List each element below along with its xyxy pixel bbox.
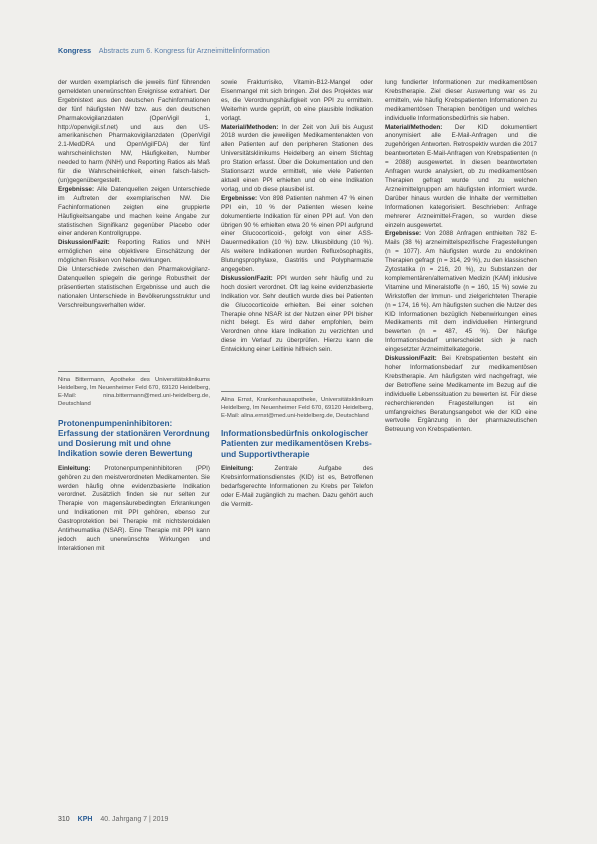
header-subtitle: Abstracts zum 6. Kongress für Arzneimittelinformation	[98, 46, 270, 55]
paragraph-text: Von 898 Patienten nahmen 47 % einen PPI ein, 10 % der Patienten wiesen keine dokumentierte Indikation für einen PPI auf. Von den übrigen 90 % erhielten etwa 20 % einen PPI aufgrund einer Glucocorticoid-, gefolgt von einer ASS-Dauermedikation (10 %) bzw. Ulkusbildung (10 %). Als weitere Indikationen wurden Refluxösophagitis, Blutungsprophylaxe, Gastritis und Polypharmazie angegeben.	[221, 194, 373, 274]
page-footer	[58, 816, 168, 823]
paragraph	[385, 230, 537, 355]
paragraph: lung fundierter Informationen zur medikamentösen Krebstherapie. Ziel dieser Auswertung war es zu ermitteln, wie häufig Krebspatienten Informationen zu medikamentösen Therapien benötigen und welches individuelle Informationsbedürfnis sie haben.	[385, 79, 537, 122]
author-affiliation: Alina Ernst, Krankenhausapotheke, Universitätsklinikum Heidelberg, Im Neuenheimer Feld 670, 69120 Heidelberg, E-Mail: alina.ernst@med.uni-heidelberg.de, Deutschland	[221, 397, 373, 420]
paragraph-text: Bei Krebspatienten besteht ein hoher Informationsbedarf zur medikamentösen Krebstherapie. Am häufigsten wird nachgefragt, wie der Betroffene seine Medikamente im Bezug auf die individuelle Lebenssituation zu bewerten ist. Für diese recherchierenden Fragestellungen ist ein umfangreiches Beratungsangebot wie der KID eine wertvolle Ergänzung in der pharmazeutischen Betreuung von Krebspatienten.	[385, 355, 537, 434]
paragraph	[221, 195, 373, 275]
paragraph: Die Unterschiede zwischen den Pharmakovigilanz-Datenquellen spiegeln die geringe Robustheit der präsentierten statistischen Ergebnisse und auch die nationalen Unterschiede in Bevölkerungsstruktur und Verschreibungsverhalten wider.	[58, 266, 210, 309]
volume-info: 40. Jahrgang 7 | 2019	[100, 816, 169, 823]
author-affiliation: Nina Bittermann, Apotheke des Universitätsklinikums Heidelberg, Im Neuenheimer Feld 670, 69120 Heidelberg, E-Mail: nina.bittermann@med.uni-heidelberg.de, Deutschland	[58, 376, 210, 407]
paragraph-text: In der Zeit von Juli bis August 2018 wurden die jeweiligen Medikamentenakten von allen Patienten auf den peripheren Stationen des Universitätsklinikums Heidelberg an einem Stichtag pro Station erfasst. Über die Dokumentation und den Stationsarzt wurde ermittelt, wie viele Patienten aktuell einen PPI erhielten und ob eine Indikation vorlag, und ob diese plausibel ist.	[221, 123, 373, 193]
text-column-3	[385, 79, 537, 435]
paragraph-text: Von 2088 Anfragen enthielten 782 E-Mails (38 %) arzneimittelspezifische Fragestellungen (n = 1077). Am häufigsten wurde zu endokrinen Therapien gefragt (n = 314, 29 %), zu den klassischen Zytostatika (n = 216, 20 %), zu Substanzen der komplementären/alternativen Medizin (KAM) inklusive Vitamine und Mineralstoffe (n = 160, 15 %) sowie zu Wirkstoffen der Immun- und zielgerichteten Therapie (n = 174, 16 %). Am häufigsten suchen die Nutzer des KID Informationen bezüglich Nebenwirkungen eines Medikaments mit dem individuellen Hintergrund bewerten (n = 487, 45 %). Der häufige Informationsbedarf unterscheidet sich je nach eingesetzter Arzneimittelkategorie.	[385, 230, 537, 354]
text-column-1	[58, 79, 210, 554]
paragraph-text: Zentrale Aufgabe des Krebsinformationsdienstes (KID) ist es, Betroffenen bedarfsgerechte Informationen zu Krebs per Telefon oder E-Mail zugänglich zu machen. Dazu gehört auch die Vermitt-	[221, 464, 373, 508]
divider	[58, 371, 150, 372]
paragraph	[221, 124, 373, 195]
section-label: Ergebnisse:	[58, 185, 95, 193]
section-label: Ergebnisse:	[385, 230, 422, 238]
paragraph	[221, 465, 373, 510]
paragraph	[58, 239, 210, 266]
paragraph-text: Protonenpumpeninhibitoren (PPI) gehören zu den meistverordneten Medikamenten. Sie werden häufig ohne evidenzbasierte Indikation verordnet. Zusätzlich finden sie nur selten zur Therapie von magensäurebedingten Erkrankungen und Indikationen mit PPI gehören, ebenso zur Gastroprotektion bei Therapie mit nichtsteroidalen Antirheumatika (NSAR). Eine Therapie mit PPI kann jedoch auch unerwünschte Wirkungen und Interaktionen mit	[58, 464, 210, 552]
section-label: Diskussion/Fazit:	[58, 239, 110, 247]
paragraph	[58, 186, 210, 239]
abstract-title: Protonenpumpeninhibitoren: Erfassung der stationären Verordnung und Dosierung mit und ohne Indikation sowie deren Bewertung	[58, 417, 210, 459]
paragraph	[221, 275, 373, 355]
running-header	[58, 46, 270, 55]
journal-name: KPH	[77, 816, 93, 823]
section-label: Ergebnisse:	[221, 194, 258, 202]
section-label: Material/Methoden:	[221, 123, 279, 131]
paragraph	[385, 124, 537, 231]
paragraph	[58, 465, 210, 554]
section-label: Diskussion/Fazit:	[385, 355, 437, 363]
header-section-label: Kongress	[58, 46, 92, 55]
section-label: Diskussion/Fazit:	[221, 274, 273, 282]
text-column-2	[221, 79, 373, 510]
abstract-title: Informationsbedürfnis onkologischer Patienten zur medikamentösen Krebs- und Supportivtherapie	[221, 428, 372, 459]
paragraph: sowie Frakturrisiko, Vitamin-B12-Mangel oder Eisenmangel mit sich bringen. Ziel des Projektes war es, die Verordnungshäufigkeit von PPI zu ermitteln. Weiterhin wurde geprüft, ob eine plausible Indikation vorlagt.	[221, 79, 373, 122]
section-label: Einleitung:	[58, 464, 91, 472]
page-number: 310	[58, 816, 70, 823]
paragraph	[385, 355, 537, 435]
divider	[221, 391, 313, 392]
paragraph: der wurden exemplarisch die jeweils fünf führenden gemeldeten unerwünschten Ereignisse extrahiert. Der Ergebnistext aus den deutschen Fachinformationen der fünf häufigsten NW bzw. aus den deutschen Pharmakovigilanzdaten (OpenVigil 1, http://openvigil.sf.net) und aus den US-amerikanischen Pharmakovigilanzdaten (OpenVigil 2.1-MedDRA und OpenVigilFDA) der fünf wahrscheinlichsten NW, Häufigkeiten, Number needed to harm (NNH) und Reporting Ratios als Maß für die Wahrscheinlichkeit, einen falsch-falsch-(un)gegenübergestellt.	[58, 79, 210, 184]
paragraph-text: PPI wurden sehr häufig und zu hoch dosiert verordnet. Oft lag keine evidenzbasierte Indikation vor. Sehr deutlich wurde dies bei Patienten die Glucocorticoide erhielten. Bei einer solchen Therapie ohne NSAR ist der Nutzen einer PPI bisher nicht belegt. Es wird daher empfohlen, beim Verordnen ohne klare Indikation zu verzichten und diese im Verlauf zu überprüfen. Hierzu kann die Entwicklung einer Leitlinie hilfreich sein.	[221, 274, 373, 354]
paragraph-text: Der KID dokumentiert anonymisiert alle E-Mail-Anfragen und die zugehörigen Antworten. Retrospektiv wurden die 2017 beantworteten E-Mail-Anfragen von Krebspatienten (n = 2088) ausgewertet. In diesen beantworteten Anfragen wurde analysiert, ob zu medikamentösen Therapien gefragt wurde und zu welchen Arzneimittelgruppen am häufigsten informiert wurde. Darüber hinaus wurden die Inhalte der vermittelten Informationen kategorisiert. Beschrieben: Anfrage mehrerer Arzneimittel-Fragen, so wurden diese einzeln ausgewertet.	[385, 123, 537, 229]
paragraph-text: Reporting Ratios und NNH ermöglichen eine objektivere Einschätzung der möglichen Risiken von Nebenwirkungen.	[58, 239, 210, 265]
paragraph-text: Alle Datenquellen zeigen Unterschiede im Auftreten der exemplarischen NW. Die Fachinformationen zeigten eine gruppierte Häufigkeitsangabe und machen keine Angabe zur statistischen Signifikanz gegenüber Placebo oder einer anderen Kontrollgruppe.	[58, 185, 210, 238]
section-label: Material/Methoden:	[385, 123, 443, 131]
section-label: Einleitung:	[221, 464, 254, 472]
